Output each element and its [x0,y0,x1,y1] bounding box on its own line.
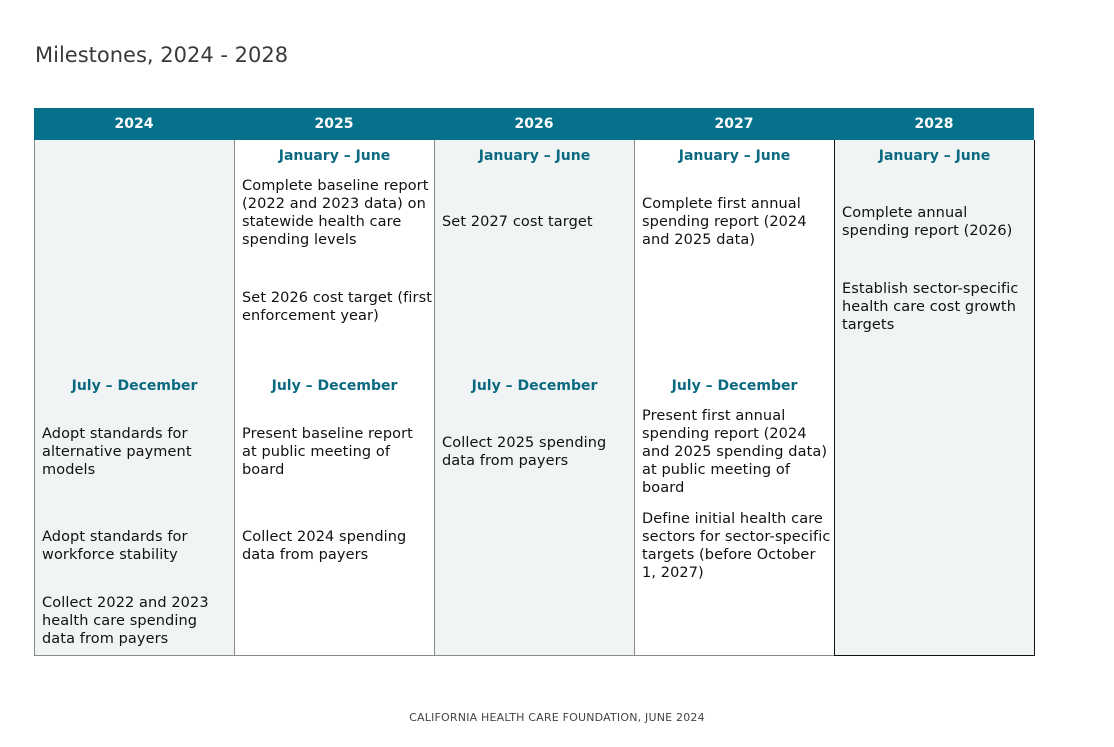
year-header-2024: 2024 [114,116,154,132]
milestone-2024-collect-data: Collect 2022 and 2023 health care spending data from payers [42,595,209,647]
milestone-2025-baseline-report: Complete baseline report (2022 and 2023 data) on statewide health care spending levels [242,178,429,248]
source-footer: CALIFORNIA HEALTH CARE FOUNDATION, JUNE 2024 [409,711,705,724]
year-header-2027: 2027 [714,116,754,132]
period-2025-jan-jun: January – June [278,148,391,164]
period-2026-jan-jun: January – June [478,148,591,164]
period-2025-jul-dec: July – December [271,378,398,394]
milestone-2027-present-report: Present first annual spending report (2024 and 2025 spending data) at public meeting of board [642,408,828,496]
milestone-2026-collect-data: Collect 2025 spending data from payers [442,435,607,469]
milestones-table [34,108,1034,656]
year-header-row [34,108,1034,140]
column-2024 [34,140,234,656]
milestone-2027-define-sectors: Define initial health care sectors for sector-specific targets (before October 1, 2027) [642,511,831,581]
period-2028-jan-jun: January – June [878,148,991,164]
year-header-2025: 2025 [314,116,354,132]
milestone-2024-workforce: Adopt standards for workforce stability [42,529,188,563]
milestone-2024-alt-payment: Adopt standards for alternative payment models [42,426,192,478]
period-2026-jul-dec: July – December [471,378,598,394]
column-2026 [434,140,634,656]
milestone-2028-sector-targets: Establish sector-specific health care cost growth targets [842,281,1019,333]
milestone-2025-cost-target: Set 2026 cost target (first enforcement year) [242,290,433,324]
milestone-2028-annual-report: Complete annual spending report (2026) [842,205,1013,239]
year-header-2026: 2026 [514,116,554,132]
page-title: Milestones, 2024 - 2028 [35,43,289,67]
period-2024-jul-dec: July – December [71,378,198,394]
column-2028 [834,140,1035,656]
milestone-2026-cost-target: Set 2027 cost target [442,214,593,230]
column-2027 [634,140,834,656]
milestone-2025-collect-data: Collect 2024 spending data from payers [242,529,407,563]
milestone-2025-present-baseline: Present baseline report at public meeting of board [242,426,413,478]
period-2027-jul-dec: July – December [671,378,798,394]
year-header-2028: 2028 [914,116,954,132]
column-2025 [234,140,434,656]
period-2027-jan-jun: January – June [678,148,791,164]
milestone-2027-annual-report: Complete first annual spending report (2024 and 2025 data) [642,196,807,248]
